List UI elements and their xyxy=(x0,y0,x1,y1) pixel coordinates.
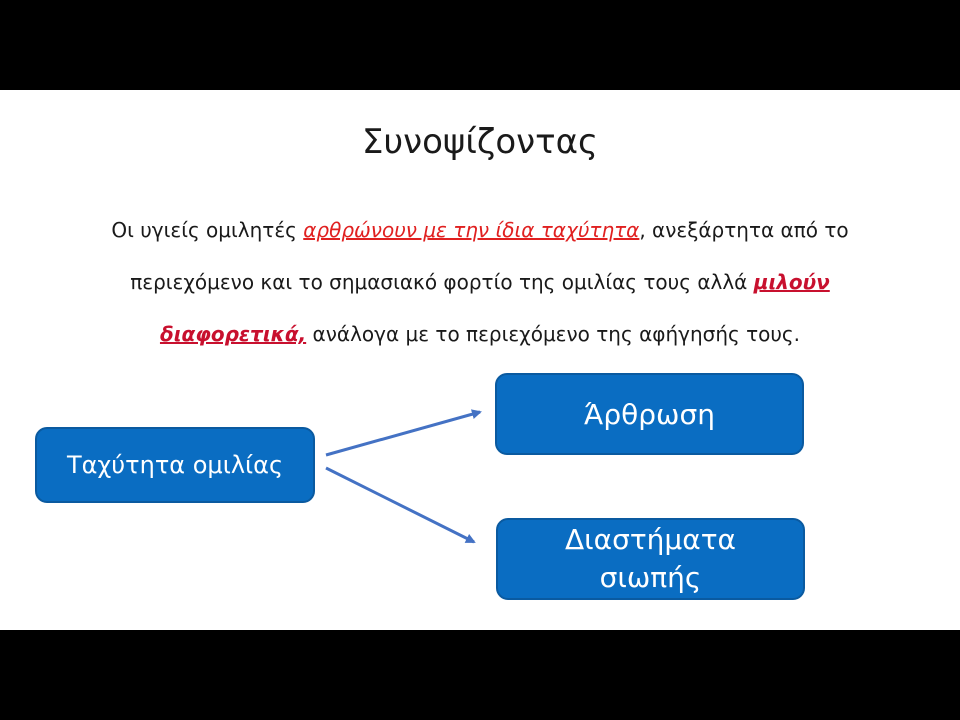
speech-rate-label: Ταχύτητα ομιλίας xyxy=(66,451,284,479)
diagram-arrows xyxy=(0,90,960,630)
pauses-box xyxy=(496,518,805,600)
arrow-to-articulation xyxy=(326,412,480,455)
slide xyxy=(0,90,960,630)
speech-rate-box xyxy=(35,427,315,503)
pauses-label-line2: σιωπής xyxy=(599,561,702,594)
slide-title: Συνοψίζοντας xyxy=(361,122,598,162)
highlight-same-speed: αρθρώνουν με την ίδια ταχύτητα xyxy=(303,218,640,242)
pauses-label-line1: Διαστήματα xyxy=(564,523,737,556)
articulation-box xyxy=(495,373,804,455)
arrow-to-pauses xyxy=(326,468,474,542)
paragraph-text-1: Οι υγιείς ομιλητές xyxy=(111,218,304,242)
highlight-speak-differently: μιλούν διαφορετικά, xyxy=(159,270,830,346)
paragraph-text-3: ανάλογα με το περιεχόμενο της αφήγησής τους. xyxy=(306,322,801,346)
paragraph-text-2: , ανεξάρτητα από το περιεχόμενο και το σημασιακό φορτίο της ομιλίας τους αλλά xyxy=(130,218,849,294)
articulation-label: Άρθρωση xyxy=(583,397,715,431)
